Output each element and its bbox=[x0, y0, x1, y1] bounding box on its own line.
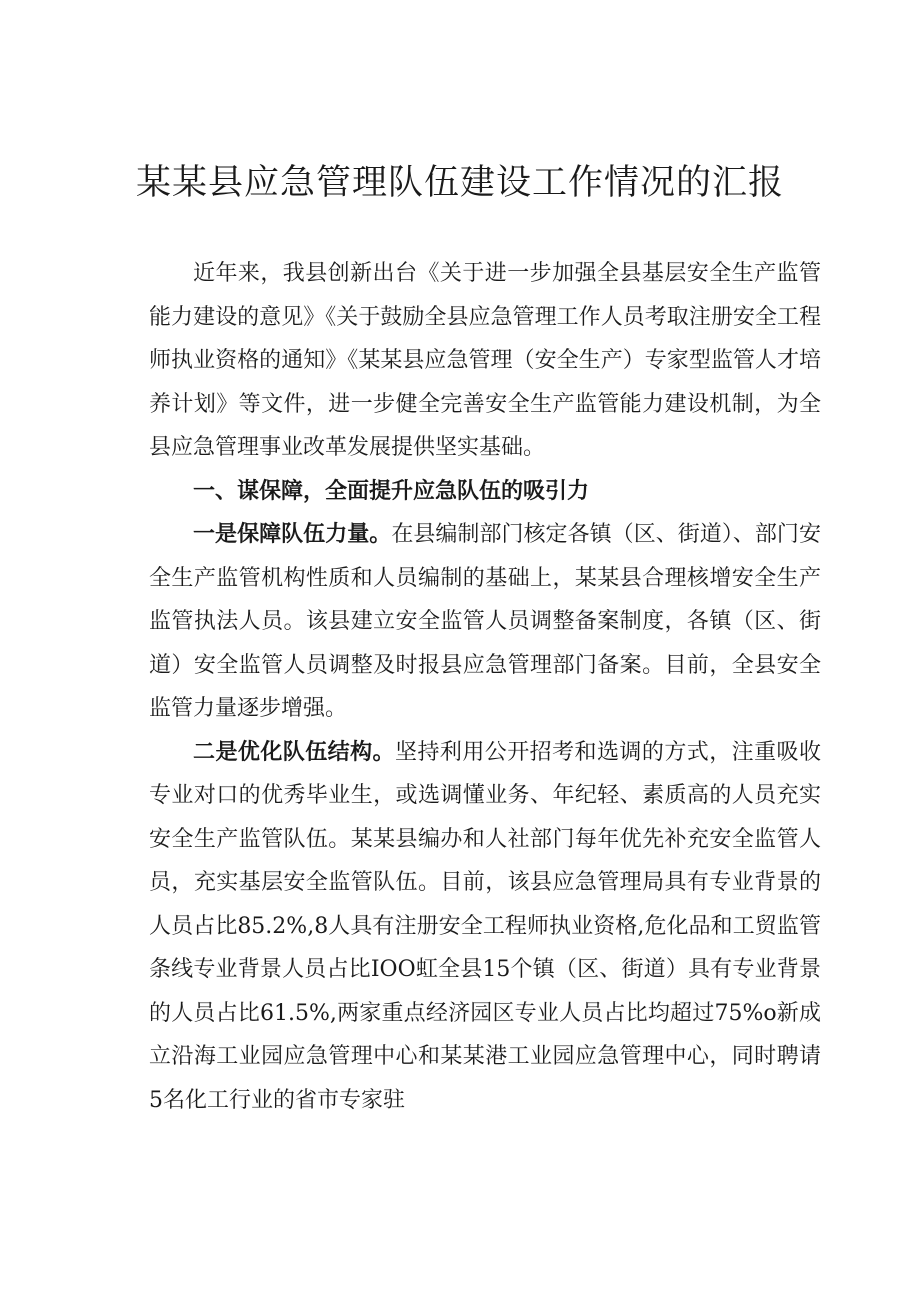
document-body bbox=[149, 252, 821, 1122]
paragraph-lead: 二是优化队伍结构。 bbox=[193, 739, 395, 765]
paragraph-lead: 一是保障队伍力量。 bbox=[193, 522, 392, 547]
paragraph-staffing bbox=[149, 513, 821, 731]
paragraph-text: 坚持利用公开招考和选调的方式，注重吸收专业对口的优秀毕业生，或选调懂业务、年纪轻、素质高的人员充实安全生产监管队伍。某某县编办和人社部门每年优先补充安全监管人员，充实基层安全监管队伍。目前，该县应急管理局具有专业背景的人员占比85.2%,8人具有注册安全工程师执业资格,危化品和工贸监管条线专业背景人员占比IOO虹全县15个镇（区、街道）具有专业背景的人员占比61.5%,两家重点经济园区专业人员占比均超过75%o新成立沿海工业园应急管理中心和某某港工业园应急管理中心，同时聘请5名化工行业的省市专家驻 bbox=[149, 739, 821, 1113]
page-title: 某某县应急管理队伍建设工作情况的汇报 bbox=[135, 163, 784, 203]
intro-paragraph: 近年来，我县创新出台《关于进一步加强全县基层安全生产监管能力建设的意见》《关于鼓励全县应急管理工作人员考取注册安全工程师执业资格的通知》《某某县应急管理（安全生产）专家型监管人才培养计划》等文件，进一步健全完善安全生产监管能力建设机制，为全县应急管理事业改革发展提供坚实基础。 bbox=[149, 261, 821, 460]
section-heading: 一、谋保障，全面提升应急队伍的吸引力 bbox=[193, 478, 590, 504]
paragraph-structure bbox=[149, 731, 821, 1123]
paragraph-text: 在县编制部门核定各镇（区、街道）、部门安全生产监管机构性质和人员编制的基础上，某某县合理核增安全生产监管执法人员。该县建立安全监管人员调整备案制度，各镇（区、街道）安全监管人员调整及时报县应急管理部门备案。目前，全县安全监管力量逐步增强。 bbox=[149, 522, 821, 721]
